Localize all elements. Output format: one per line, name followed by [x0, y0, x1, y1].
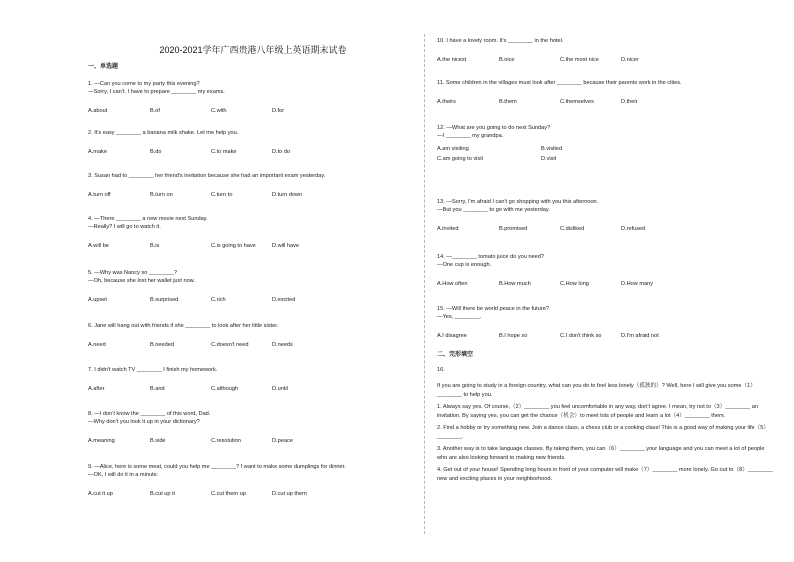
question-5 [88, 269, 418, 307]
answer-option[interactable]: B.turn on [150, 192, 173, 198]
answer-options [88, 297, 418, 307]
answer-options [437, 57, 767, 67]
answer-option[interactable]: B.and [150, 386, 165, 392]
answer-option[interactable]: C.to make [211, 149, 237, 155]
cloze-paragraph: If you are going to study in a foreign country, what can you do to feel less lonely（孤独的）? Well, here I will give you some（1）________ to help you. [437, 382, 756, 398]
question-text: 9. —Alice, here is some meat, could you help me ________? I want to make some dumplings for dinner. [88, 464, 346, 470]
cloze-paragraph: 3. Another way is to take language classes. By taking them, you can（6）________ your language and you can meet a lot of people who are also looking forward to making new friends. [437, 445, 765, 461]
question-text: —Sorry, I can't. I have to prepare ________ my exams. [88, 89, 225, 95]
answer-option[interactable]: A.I disagree [437, 333, 467, 339]
question-text: 3. Susan had to ________ her friend's invitation because she had an important exam yesterday. [88, 173, 326, 179]
question-text: —Why don't you look it up in your dictionary? [88, 419, 200, 425]
answer-option[interactable]: A.turn off [88, 192, 111, 198]
question-7 [88, 366, 418, 396]
question-10 [437, 37, 767, 67]
answer-option[interactable]: D.How many [621, 281, 654, 287]
answer-option[interactable]: A.will be [88, 243, 109, 249]
answer-option[interactable]: D.I'm afraid not [621, 333, 659, 339]
question-text: 4. —There ________ a new movie next Sunday. [88, 216, 208, 222]
answer-option[interactable]: D.will have [272, 243, 300, 249]
question-11 [437, 79, 767, 109]
answer-options [437, 99, 767, 109]
answer-option[interactable]: A.How often [437, 281, 468, 287]
cloze-number: 16. [437, 367, 445, 373]
question-9 [88, 463, 418, 501]
answer-option[interactable]: B.nice [499, 57, 515, 63]
answer-option[interactable]: D.needs [272, 342, 293, 348]
question-text: 6. Jane will hang out with friends if she ________ to look after her little sister. [88, 323, 279, 329]
answer-option[interactable]: D.until [272, 386, 288, 392]
answer-options [88, 108, 418, 118]
question-text: 10. I have a lovely room. It's ________ in the hotel. [437, 38, 564, 44]
question-2 [88, 129, 418, 159]
section-heading-single-choice: 一、单选题 [88, 64, 119, 70]
answer-option[interactable]: C.How long [560, 281, 589, 287]
answer-option[interactable]: C.although [211, 386, 239, 392]
answer-options [88, 243, 418, 253]
question-4 [88, 215, 418, 253]
answer-option[interactable]: D.to do [272, 149, 291, 155]
question-text: 2. It's easy ________ a banana milk shake. Let me help you. [88, 130, 239, 136]
answer-option[interactable]: D.refused [621, 226, 646, 232]
question-3 [88, 172, 418, 202]
answer-option[interactable]: D.visit [541, 156, 557, 162]
answer-option[interactable]: D.their [621, 99, 638, 105]
cloze-passage [437, 366, 773, 487]
answer-option[interactable]: B.do [150, 149, 162, 155]
answer-option[interactable]: C.cut them up [211, 491, 246, 497]
section-heading-cloze: 二、完形填空 [437, 352, 474, 358]
answer-option[interactable]: C.I don't think so [560, 333, 602, 339]
question-text: 1. —Can you come to my party this evening? [88, 81, 200, 87]
answer-options [88, 438, 418, 448]
question-text: 15. —Will there be world peace in the future? [437, 306, 549, 312]
answer-options [88, 386, 418, 396]
cloze-paragraph: 4. Get out of your house! Spending long hours in front of your computer will make（7）________ more lonely. Go out to（8）________ new and exciting places in your neighborhood. [437, 466, 773, 482]
answer-option[interactable]: C.disliked [560, 226, 585, 232]
answer-option[interactable]: C.is going to have [211, 243, 256, 249]
question-text: 13. —Sorry, I'm afraid I can't go shopping with you this afternoon. [437, 199, 599, 205]
question-1 [88, 80, 418, 118]
answer-option[interactable]: C.themselves [560, 99, 594, 105]
answer-option[interactable]: D.cut up them [272, 491, 307, 497]
answer-option[interactable]: A.theirs [437, 99, 456, 105]
answer-option[interactable]: A.meaning [88, 438, 115, 444]
answer-option[interactable]: B.How much [499, 281, 531, 287]
answer-option[interactable]: C.with [211, 108, 227, 114]
cloze-paragraph: 2. Find a hobby or try something new. Join a dance class, a chess club or a cooking class! This is a good way of making your life（5）________. [437, 424, 769, 440]
answer-option[interactable]: C.the most nice [560, 57, 599, 63]
answer-option[interactable]: C.doesn't need [211, 342, 249, 348]
answer-options [88, 342, 418, 352]
answer-option[interactable]: A.am visiting [437, 146, 469, 152]
answer-option[interactable]: B.visited [541, 146, 563, 152]
question-13 [437, 198, 767, 236]
answer-option[interactable]: B.needed [150, 342, 174, 348]
question-6 [88, 322, 418, 352]
answer-option[interactable]: D.peace [272, 438, 293, 444]
answer-option[interactable]: D.nicer [621, 57, 639, 63]
answer-option[interactable]: B.I hope so [499, 333, 528, 339]
question-text: —One cup is enough. [437, 262, 492, 268]
answer-option[interactable]: C.rich [211, 297, 226, 303]
answer-option[interactable]: B.is [150, 243, 160, 249]
answer-option[interactable]: A.after [88, 386, 105, 392]
question-text: —Oh, because she lost her wallet just now. [88, 278, 195, 284]
question-text: —OK, I will do it in a minute. [88, 472, 159, 478]
answer-option[interactable]: B.surprised [150, 297, 179, 303]
answer-option[interactable]: B.them [499, 99, 517, 105]
answer-option[interactable]: B.cut up it [150, 491, 175, 497]
answer-option[interactable]: A.about [88, 108, 108, 114]
answer-option[interactable]: A.need [88, 342, 106, 348]
answer-option[interactable]: B.side [150, 438, 166, 444]
cloze-paragraph: 1. Always say yes. Of course,（2）________ you feel uncomfortable in any way, don't agree. I mean, try not to（3）________ an invitation. By saying yes, you can get the chance（机会）to meet lots of people and learn a lot（4）________ them. [437, 403, 758, 419]
answer-option[interactable]: A.upset [88, 297, 107, 303]
question-text: 7. I didn't watch TV ________ I finish my homework. [88, 367, 218, 373]
answer-option[interactable]: D.for [272, 108, 285, 114]
exam-title: 2020-2021学年广西贵港八年级上英语期末试卷 [159, 45, 347, 55]
answer-option[interactable]: D.excited [272, 297, 296, 303]
answer-option[interactable]: B.of [150, 108, 160, 114]
question-text: 14. —________ tomato juice do you need? [437, 254, 544, 260]
column-divider [424, 34, 425, 534]
answer-option[interactable]: C.turn to [211, 192, 233, 198]
answer-options [437, 281, 767, 291]
question-15 [437, 305, 767, 343]
question-12 [437, 124, 767, 166]
question-8 [88, 410, 418, 448]
answer-options [88, 192, 418, 202]
answer-option[interactable]: C.resolution [211, 438, 241, 444]
question-text: —Really? I will go to watch it. [88, 224, 161, 230]
question-text: 5. —Why was Nancy so ________? [88, 270, 177, 276]
answer-option[interactable]: A.make [88, 149, 107, 155]
answer-option[interactable]: A.cut it up [88, 491, 113, 497]
answer-option[interactable]: A.the nicest [437, 57, 467, 63]
answer-options [437, 146, 767, 166]
question-text: —Yes, ________. [437, 314, 482, 320]
question-text: 11. Some children in the villages must look after ________ because their parents work in the cities. [437, 80, 682, 86]
answer-option[interactable]: D.turn down [272, 192, 303, 198]
answer-options [88, 149, 418, 159]
answer-option[interactable]: C.am going to visit [437, 156, 484, 162]
answer-option[interactable]: A.invited [437, 226, 459, 232]
answer-options [437, 226, 767, 236]
answer-option[interactable]: B.promised [499, 226, 528, 232]
question-14 [437, 253, 767, 291]
question-text: —I ________ my grandpa. [437, 133, 504, 139]
question-text: 8. —I don't know the ________ of this word, Dad. [88, 411, 211, 417]
question-text: —But you ________ to go with me yesterday. [437, 207, 550, 213]
answer-options [88, 491, 418, 501]
answer-options [437, 333, 767, 343]
question-text: 12. —What are you going to do next Sunday? [437, 125, 551, 131]
